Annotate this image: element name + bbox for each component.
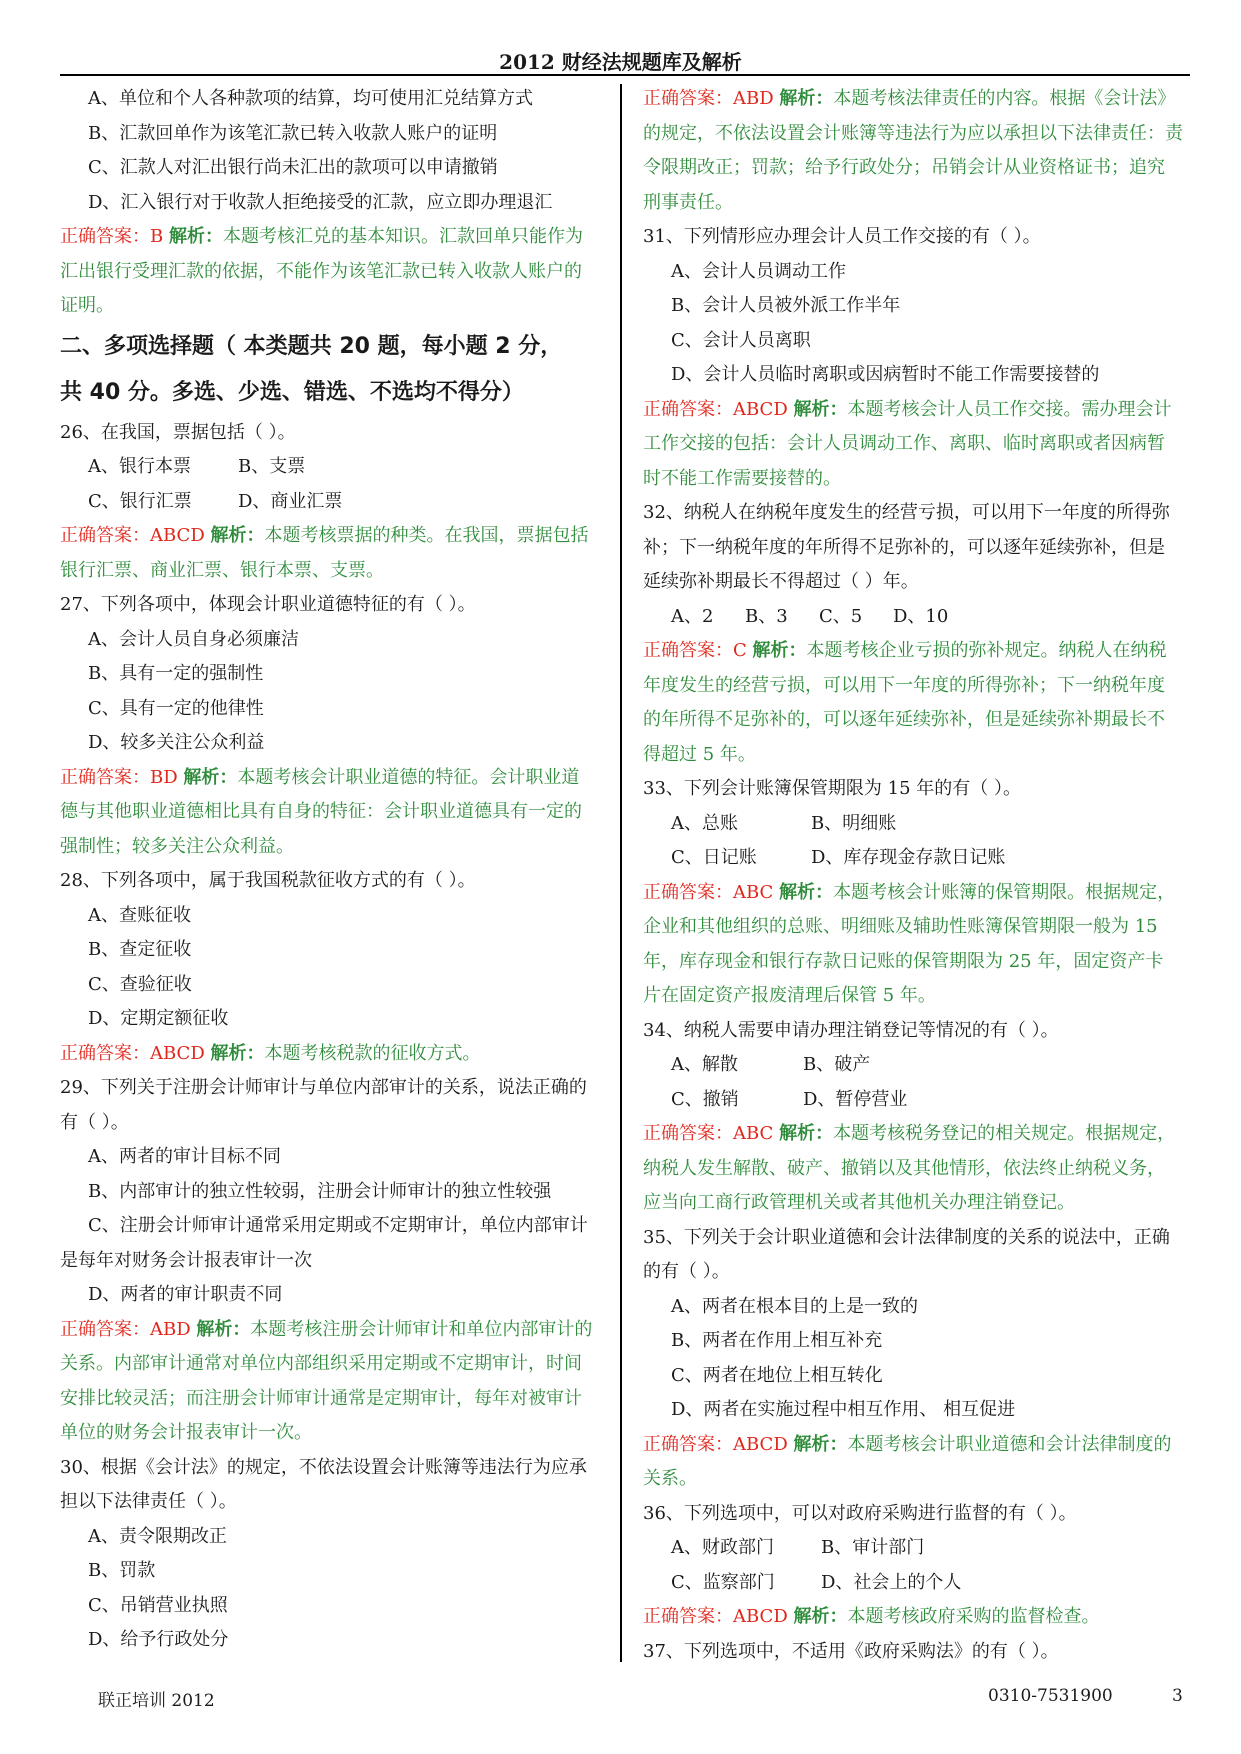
answer-line: 正确答案：ABD 解析：本题考核注册会计师审计和单位内部审计的 (60, 1318, 593, 1340)
explanation-line: 单位的财务会计报表审计一次。 (60, 1422, 312, 1443)
explanation-line: 安排比较灵活；而注册会计师审计通常是定期审计，每年对被审计 (60, 1387, 582, 1409)
option-line: C、吊销营业执照 (88, 1594, 228, 1616)
option-line: C、两者在地位上相互转化 (671, 1364, 883, 1386)
answer-line: 正确答案：ABC 解析：本题考核税务登记的相关规定。根据规定， (643, 1123, 1176, 1144)
option-line: C、日记账 D、库存现金存款日记账 (671, 847, 1006, 868)
answer-line: 正确答案：ABC 解析：本题考核会计账簿的保管期限。根据规定， (643, 881, 1176, 903)
explanation-line: 令限期改正；罚款；给予行政处分；吊销会计从业资格证书；追究 (643, 157, 1165, 178)
page-header-title: 2012 财经法规题库及解析 (499, 50, 742, 74)
option-line: A、2 B、3 C、5 D、10 (671, 605, 949, 627)
answer-line: 正确答案：B 解析：本题考核汇兑的基本知识。汇款回单只能作为 (60, 226, 583, 247)
explanation-line: 关系。 (643, 1468, 697, 1489)
option-line: C、监察部门 D、社会上的个人 (671, 1571, 962, 1593)
question-stem: 36、下列选项中，可以对政府采购进行监督的有（ ）。 (643, 1502, 1077, 1524)
option-line: A、解散 B、破产 (671, 1054, 871, 1075)
question-stem: 35、下列关于会计职业道德和会计法律制度的关系的说法中，正确 (643, 1226, 1170, 1248)
option-line: D、较多关注公众利益 (88, 732, 265, 753)
question-stem: 31、下列情形应办理会计人员工作交接的有（ ）。 (643, 226, 1041, 247)
footer-phone: 0310-7531900 (988, 1686, 1113, 1706)
option-line: A、两者在根本目的上是一致的 (671, 1295, 918, 1317)
option-line: D、定期定额征收 (88, 1008, 229, 1029)
option-line: C、注册会计师审计通常采用定期或不定期审计，单位内部审计 (88, 1215, 588, 1236)
explanation-line: 得超过 5 年。 (643, 743, 756, 765)
explanation-line: 应当向工商行政管理机关或者其他机关办理注销登记。 (643, 1192, 1075, 1213)
answer-line: 正确答案：ABCD 解析：本题考核票据的种类。在我国，票据包括 (60, 525, 589, 546)
option-line: A、查账征收 (88, 904, 191, 926)
explanation-line: 强制性；较多关注公众利益。 (60, 835, 294, 857)
question-stem: 37、下列选项中，不适用《政府采购法》的有（ ）。 (643, 1640, 1059, 1662)
question-stem: 27、下列各项中，体现会计职业道德特征的有（ ）。 (60, 594, 476, 615)
explanation-line: 的规定，不依法设置会计账簿等违法行为应以承担以下法律责任：责 (643, 122, 1183, 144)
question-stem: 的有（ ）。 (643, 1261, 730, 1282)
option-line: D、两者的审计职责不同 (88, 1284, 283, 1305)
option-line: D、给予行政处分 (88, 1629, 229, 1650)
explanation-line: 关系。内部审计通常对单位内部组织采用定期或不定期审计，时间 (60, 1353, 582, 1374)
option-line: A、会计人员自身必须廉洁 (88, 628, 299, 650)
left-column (60, 82, 600, 1658)
explanation-line: 时不能工作需要接替的。 (643, 467, 841, 489)
option-line: C、撤销 D、暂停营业 (671, 1088, 908, 1110)
column-divider (620, 84, 622, 1662)
explanation-line: 汇出银行受理汇款的依据，不能作为该笔汇款已转入收款人账户的 (60, 260, 582, 282)
option-line: 是每年对财务会计报表审计一次 (60, 1249, 312, 1271)
explanation-line: 刑事责任。 (643, 191, 733, 213)
option-line: C、查验征收 (88, 973, 192, 995)
explanation-line: 年，库存现金和银行存款日记账的保管期限为 25 年，固定资产卡 (643, 950, 1164, 972)
explanation-line: 证明。 (60, 295, 114, 316)
question-stem: 29、下列关于注册会计师审计与单位内部审计的关系，说法正确的 (60, 1077, 587, 1098)
question-stem: 26、在我国，票据包括（ ）。 (60, 421, 296, 443)
answer-line: 正确答案：ABCD 解析：本题考核会计人员工作交接。需办理会计 (643, 398, 1172, 420)
option-line: A、责令限期改正 (88, 1525, 227, 1547)
option-line: B、汇款回单作为该笔汇款已转入收款人账户的证明 (88, 122, 498, 144)
answer-line: 正确答案：C 解析：本题考核企业亏损的弥补规定。纳税人在纳税 (643, 640, 1167, 661)
page-number: 3 (1172, 1686, 1183, 1706)
option-line: C、具有一定的他律性 (88, 697, 264, 719)
explanation-line: 企业和其他组织的总账、明细账及辅助性账簿保管期限一般为 15 (643, 916, 1158, 937)
option-line: A、总账 B、明细账 (671, 812, 897, 834)
explanation-line: 片在固定资产报废清理后保管 5 年。 (643, 985, 936, 1006)
explanation-line: 德与其他职业道德相比具有自身的特征：会计职业道德具有一定的 (60, 801, 582, 822)
explanation-line: 纳税人发生解散、破产、撤销以及其他情形，依法终止纳税义务， (643, 1157, 1165, 1179)
option-line: B、会计人员被外派工作半年 (671, 295, 901, 316)
question-stem: 32、纳税人在纳税年度发生的经营亏损，可以用下一年度的所得弥 (643, 502, 1170, 523)
section-heading: 二、多项选择题（ 本类题共 20 题，每小题 2 分， (60, 333, 563, 359)
option-line: A、会计人员调动工作 (671, 260, 846, 282)
right-column (643, 82, 1185, 1669)
option-line: C、银行汇票 D、商业汇票 (88, 490, 343, 512)
explanation-line: 的年所得不足弥补的，可以逐年延续弥补，但是延续弥补期最长不 (643, 709, 1165, 730)
option-line: C、汇款人对汇出银行尚未汇出的款项可以申请撤销 (88, 157, 498, 178)
question-stem: 30、根据《会计法》的规定，不依法设置会计账簿等违法行为应承 (60, 1456, 587, 1478)
question-stem: 延续弥补期最长不得超过（ ）年。 (643, 571, 919, 592)
option-line: B、两者在作用上相互补充 (671, 1330, 883, 1351)
option-line: B、具有一定的强制性 (88, 663, 264, 684)
option-line: B、内部审计的独立性较弱，注册会计师审计的独立性较强 (88, 1180, 552, 1202)
question-stem: 34、纳税人需要申请办理注销登记等情况的有（ ）。 (643, 1019, 1059, 1041)
option-line: A、两者的审计目标不同 (88, 1146, 281, 1167)
option-line: D、汇入银行对于收款人拒绝接受的汇款，应立即办理退汇 (88, 191, 553, 213)
question-stem: 有（ ）。 (60, 1111, 129, 1133)
option-line: D、两者在实施过程中相互作用、 相互促进 (671, 1399, 1016, 1420)
option-line: D、会计人员临时离职或因病暂时不能工作需要接替的 (671, 364, 1100, 385)
answer-line: 正确答案：ABCD 解析：本题考核政府采购的监督检查。 (643, 1606, 1100, 1627)
answer-line: 正确答案：ABD 解析：本题考核法律责任的内容。根据《会计法》 (643, 88, 1176, 109)
question-stem: 28、下列各项中，属于我国税款征收方式的有（ ）。 (60, 870, 476, 891)
answer-line: 正确答案：ABCD 解析：本题考核会计职业道德和会计法律制度的 (643, 1433, 1172, 1455)
question-stem: 33、下列会计账簿保管期限为 15 年的有（ ）。 (643, 778, 1021, 799)
explanation-line: 年度发生的经营亏损，可以用下一年度的所得弥补；下一纳税年度 (643, 674, 1165, 696)
question-stem: 补；下一纳税年度的年所得不足弥补的，可以逐年延续弥补，但是 (643, 536, 1165, 558)
explanation-line: 工作交接的包括：会计人员调动工作、离职、临时离职或者因病暂 (643, 433, 1165, 454)
option-line: C、会计人员离职 (671, 329, 811, 351)
answer-line: 正确答案：BD 解析：本题考核会计职业道德的特征。会计职业道 (60, 766, 580, 788)
option-line: A、财政部门 B、审计部门 (671, 1537, 925, 1558)
option-line: B、查定征收 (88, 939, 192, 960)
option-line: A、单位和个人各种款项的结算，均可使用汇兑结算方式 (88, 88, 533, 109)
question-stem: 担以下法律责任（ ）。 (60, 1491, 237, 1512)
option-line: A、银行本票 B、支票 (88, 456, 306, 477)
explanation-line: 银行汇票、商业汇票、银行本票、支票。 (60, 559, 384, 581)
header-rule (60, 74, 1190, 76)
section-heading: 共 40 分。多选、少选、错选、不选均不得分） (60, 379, 524, 405)
option-line: B、罚款 (88, 1560, 156, 1581)
footer-org: 联正培训 2012 (98, 1691, 215, 1711)
answer-line: 正确答案：ABCD 解析：本题考核税款的征收方式。 (60, 1042, 481, 1064)
